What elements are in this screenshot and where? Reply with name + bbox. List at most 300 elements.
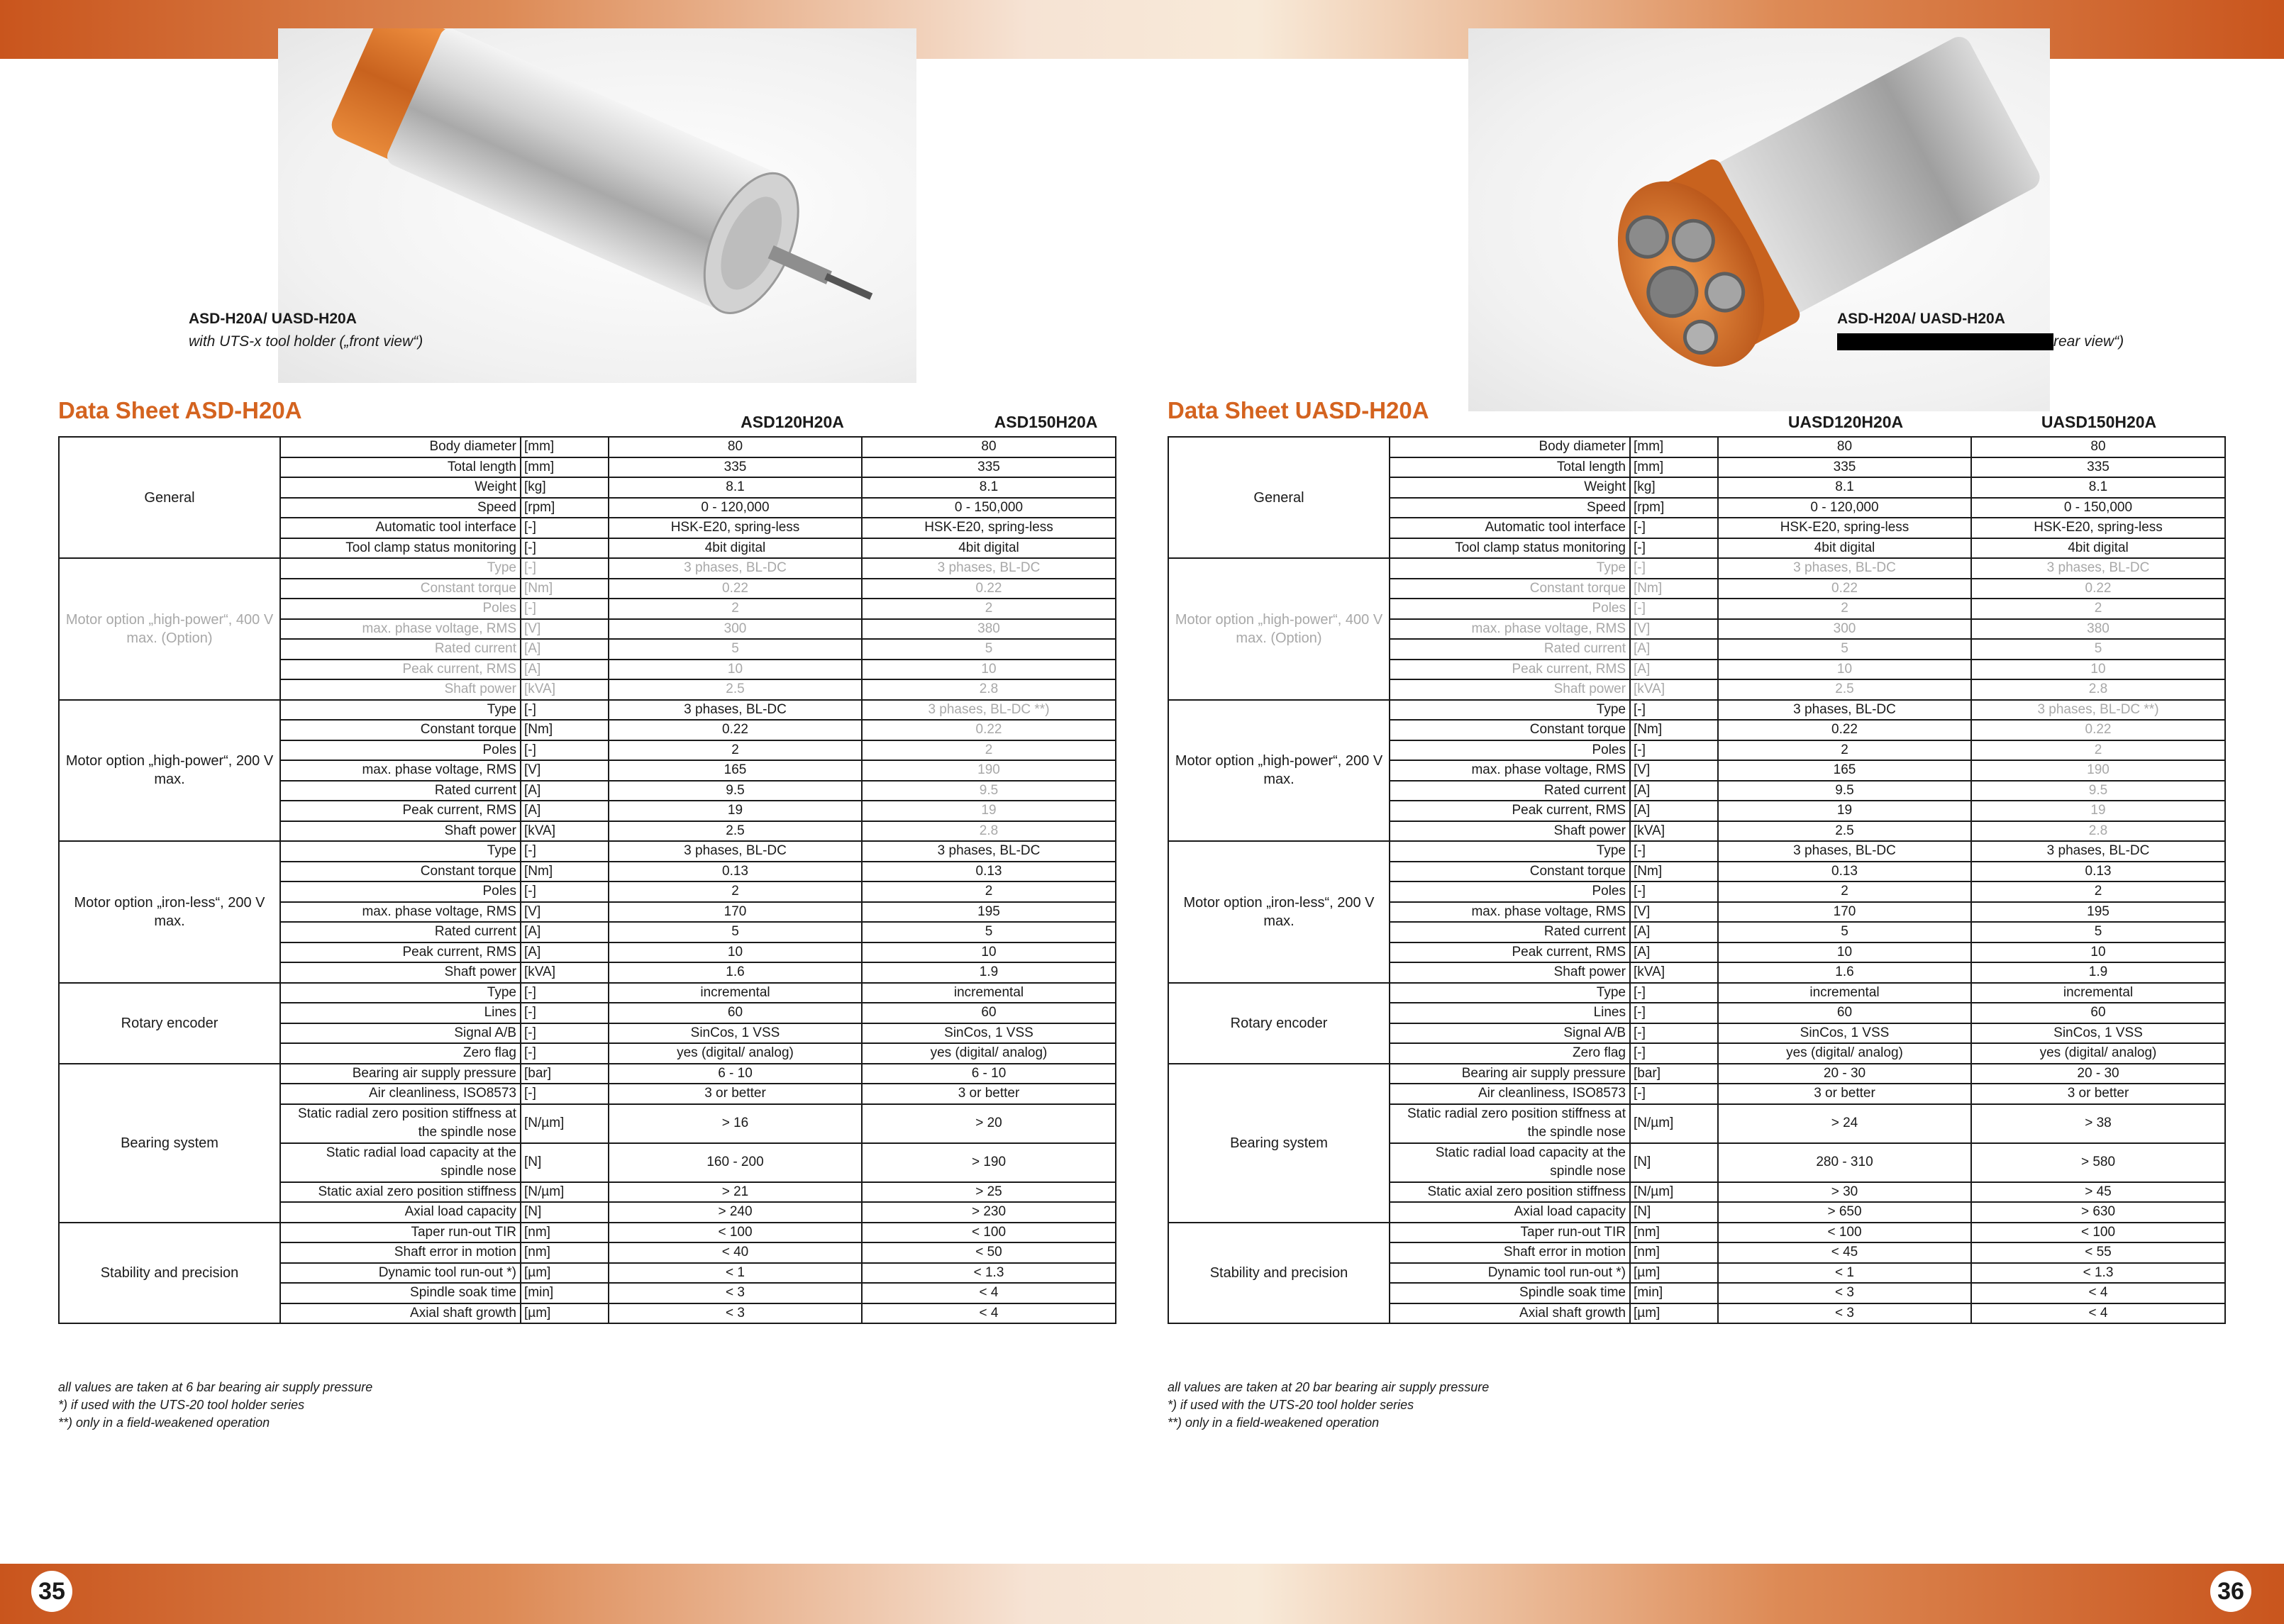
row-value: 3 phases, BL-DC [862, 558, 1116, 579]
row-label: Body diameter [280, 437, 521, 457]
row-unit: [V] [1630, 760, 1718, 781]
row-value: 3 phases, BL-DC [1971, 558, 2225, 579]
row-value: 3 phases, BL-DC **) [1971, 700, 2225, 721]
row-value: HSK-E20, spring-less [862, 518, 1116, 538]
row-unit: [-] [1630, 740, 1718, 761]
row-value: 2 [1971, 599, 2225, 619]
row-value: 10 [609, 942, 862, 963]
row-value: 2.8 [862, 679, 1116, 700]
row-value: 5 [1718, 639, 1971, 660]
row-value: < 100 [1718, 1223, 1971, 1243]
row-value: 0.22 [1971, 579, 2225, 599]
row-unit: [A] [1630, 639, 1718, 660]
row-label: max. phase voltage, RMS [1390, 619, 1630, 640]
row-label: Zero flag [1390, 1043, 1630, 1064]
footnote: *) if used with the UTS-20 tool holder series [1168, 1398, 1414, 1412]
row-value: 2.5 [609, 821, 862, 842]
row-value: 19 [609, 801, 862, 821]
row-value: 10 [1718, 660, 1971, 680]
row-value: 2.5 [609, 679, 862, 700]
row-label: Taper run-out TIR [280, 1223, 521, 1243]
row-unit: [-] [521, 538, 609, 559]
row-value: 2 [862, 740, 1116, 761]
row-label: Air cleanliness, ISO8573 [1390, 1084, 1630, 1104]
row-value: 2 [1718, 599, 1971, 619]
row-value: 19 [1718, 801, 1971, 821]
row-unit: [N/µm] [521, 1104, 609, 1143]
row-value: 300 [609, 619, 862, 640]
row-value: 0.22 [609, 579, 862, 599]
row-value: yes (digital/ analog) [862, 1043, 1116, 1064]
row-value: > 20 [862, 1104, 1116, 1143]
group-label: Motor option „iron-less“, 200 V max. [59, 841, 280, 983]
row-unit: [-] [521, 1043, 609, 1064]
row-unit: [min] [521, 1283, 609, 1303]
group-label: Stability and precision [1168, 1223, 1390, 1324]
row-value: 3 or better [609, 1084, 862, 1104]
row-unit: [A] [521, 942, 609, 963]
row-value: < 3 [1718, 1283, 1971, 1303]
row-unit: [A] [521, 781, 609, 801]
row-value: SinCos, 1 VSS [1718, 1023, 1971, 1044]
row-value: < 3 [1718, 1303, 1971, 1324]
row-value: 195 [862, 902, 1116, 923]
row-value: 5 [1718, 922, 1971, 942]
row-value: HSK-E20, spring-less [1718, 518, 1971, 538]
row-value: 6 - 10 [609, 1064, 862, 1084]
row-label: Shaft power [280, 821, 521, 842]
right-caption-subtitle: rear view“) [2053, 333, 2124, 350]
row-label: Type [280, 558, 521, 579]
row-value: 3 phases, BL-DC **) [862, 700, 1116, 721]
footnote: **) only in a field-weakened operation [58, 1416, 270, 1430]
column-header: ASD120H20A [741, 413, 844, 431]
row-label: Shaft power [280, 679, 521, 700]
group-label: Motor option „high-power“, 200 V max. [59, 700, 280, 842]
row-value: SinCos, 1 VSS [1971, 1023, 2225, 1044]
row-label: Type [280, 983, 521, 1003]
row-label: Poles [1390, 881, 1630, 902]
table-row [1168, 558, 2225, 579]
row-value: 60 [609, 1003, 862, 1023]
row-label: Speed [1390, 498, 1630, 518]
row-unit: [µm] [521, 1303, 609, 1324]
row-unit: [-] [1630, 599, 1718, 619]
table-row [59, 1064, 1116, 1084]
row-value: 2.8 [1971, 821, 2225, 842]
row-value: 1.6 [609, 962, 862, 983]
row-value: 3 phases, BL-DC [609, 841, 862, 862]
row-label: Shaft error in motion [1390, 1242, 1630, 1263]
row-value: 3 phases, BL-DC [609, 558, 862, 579]
row-value: HSK-E20, spring-less [1971, 518, 2225, 538]
table-row [1168, 983, 2225, 1003]
row-value: 335 [1718, 457, 1971, 478]
row-label: Shaft error in motion [280, 1242, 521, 1263]
row-value: 9.5 [1718, 781, 1971, 801]
left-photo-caption [189, 308, 423, 353]
row-value: 170 [1718, 902, 1971, 923]
row-unit: [Nm] [1630, 862, 1718, 882]
row-label: Shaft power [280, 962, 521, 983]
row-value: < 55 [1971, 1242, 2225, 1263]
row-label: Type [1390, 983, 1630, 1003]
row-label: Automatic tool interface [280, 518, 521, 538]
row-value: 8.1 [1971, 477, 2225, 498]
group-label: Motor option „high-power“, 400 V max. (Option) [1168, 558, 1390, 700]
sheet-title: Data Sheet ASD-H20A [58, 397, 302, 423]
page-number-left: 35 [31, 1571, 72, 1612]
row-value: 2 [1718, 740, 1971, 761]
row-label: max. phase voltage, RMS [280, 760, 521, 781]
row-label: Axial load capacity [280, 1202, 521, 1223]
row-label: Bearing air supply pressure [1390, 1064, 1630, 1084]
row-value: 2 [1971, 881, 2225, 902]
row-value: 3 phases, BL-DC [1718, 558, 1971, 579]
row-value: 2 [862, 881, 1116, 902]
row-value: incremental [1971, 983, 2225, 1003]
row-value: 3 or better [1971, 1084, 2225, 1104]
row-unit: [kVA] [521, 821, 609, 842]
row-unit: [-] [1630, 1023, 1718, 1044]
row-value: 335 [609, 457, 862, 478]
spec-table [1168, 436, 2226, 1324]
group-label: Bearing system [59, 1064, 280, 1223]
row-value: 2 [609, 740, 862, 761]
row-unit: [A] [521, 660, 609, 680]
row-label: Peak current, RMS [1390, 801, 1630, 821]
row-value: 10 [862, 942, 1116, 963]
row-label: Peak current, RMS [280, 801, 521, 821]
row-value: 19 [862, 801, 1116, 821]
row-value: 2.8 [862, 821, 1116, 842]
row-unit: [Nm] [521, 579, 609, 599]
row-value: 60 [1971, 1003, 2225, 1023]
row-unit: [N/µm] [1630, 1182, 1718, 1203]
row-unit: [V] [521, 760, 609, 781]
row-label: Rated current [280, 922, 521, 942]
row-value: > 16 [609, 1104, 862, 1143]
row-unit: [mm] [521, 437, 609, 457]
footnote: all values are taken at 6 bar bearing air supply pressure [58, 1380, 373, 1394]
row-unit: [min] [1630, 1283, 1718, 1303]
row-value: > 30 [1718, 1182, 1971, 1203]
row-value: 335 [862, 457, 1116, 478]
row-value: 1.9 [1971, 962, 2225, 983]
row-unit: [A] [1630, 801, 1718, 821]
row-value: 80 [1971, 437, 2225, 457]
row-value: 4bit digital [1718, 538, 1971, 559]
row-unit: [nm] [1630, 1242, 1718, 1263]
column-header: ASD150H20A [994, 413, 1098, 431]
spindle-rear-photo [1468, 28, 2050, 411]
row-label: Type [280, 700, 521, 721]
row-value: 3 phases, BL-DC [1718, 700, 1971, 721]
row-unit: [nm] [521, 1223, 609, 1243]
row-value: 9.5 [609, 781, 862, 801]
row-value: < 100 [862, 1223, 1116, 1243]
row-label: Poles [1390, 599, 1630, 619]
row-unit: [kVA] [1630, 679, 1718, 700]
table-row [59, 700, 1116, 721]
row-label: Rated current [1390, 922, 1630, 942]
row-value: 195 [1971, 902, 2225, 923]
row-label: Static radial load capacity at the spindle nose [1390, 1143, 1630, 1182]
row-value: 0 - 120,000 [609, 498, 862, 518]
row-value: 0.22 [1718, 579, 1971, 599]
row-unit: [µm] [1630, 1303, 1718, 1324]
row-unit: [Nm] [1630, 720, 1718, 740]
row-unit: [-] [521, 1023, 609, 1044]
row-label: Poles [280, 740, 521, 761]
row-value: < 45 [1718, 1242, 1971, 1263]
row-unit: [-] [521, 740, 609, 761]
row-label: Tool clamp status monitoring [280, 538, 521, 559]
row-label: Constant torque [280, 579, 521, 599]
row-value: 3 or better [1718, 1084, 1971, 1104]
row-value: > 38 [1971, 1104, 2225, 1143]
footnote: **) only in a field-weakened operation [1168, 1416, 1380, 1430]
table-row [1168, 841, 2225, 862]
row-unit: [A] [521, 639, 609, 660]
row-value: 4bit digital [1971, 538, 2225, 559]
row-label: Rated current [1390, 781, 1630, 801]
row-label: Lines [1390, 1003, 1630, 1023]
row-value: 5 [862, 639, 1116, 660]
row-value: 0 - 120,000 [1718, 498, 1971, 518]
row-value: 10 [1971, 660, 2225, 680]
row-value: > 190 [862, 1143, 1116, 1182]
row-label: Static axial zero position stiffness [1390, 1182, 1630, 1203]
row-value: 10 [862, 660, 1116, 680]
row-unit: [kg] [521, 477, 609, 498]
row-value: 80 [1718, 437, 1971, 457]
row-value: < 1 [1718, 1263, 1971, 1284]
row-value: 2 [1718, 881, 1971, 902]
row-label: Axial shaft growth [280, 1303, 521, 1324]
row-value: 190 [1971, 760, 2225, 781]
row-label: Constant torque [1390, 579, 1630, 599]
table-row [1168, 700, 2225, 721]
row-value: 0.13 [862, 862, 1116, 882]
row-value: yes (digital/ analog) [609, 1043, 862, 1064]
row-label: Poles [280, 881, 521, 902]
row-value: 4bit digital [609, 538, 862, 559]
row-value: < 1 [609, 1263, 862, 1284]
row-value: < 1.3 [862, 1263, 1116, 1284]
table-row [59, 558, 1116, 579]
footnote: all values are taken at 20 bar bearing air supply pressure [1168, 1380, 1490, 1394]
row-value: > 24 [1718, 1104, 1971, 1143]
row-value: 0.13 [1718, 862, 1971, 882]
group-label: Rotary encoder [59, 983, 280, 1064]
table-row [59, 437, 1116, 457]
row-label: Lines [280, 1003, 521, 1023]
row-value: 5 [862, 922, 1116, 942]
row-value: > 21 [609, 1182, 862, 1203]
row-value: 60 [862, 1003, 1116, 1023]
row-unit: [N] [521, 1143, 609, 1182]
row-unit: [-] [1630, 1003, 1718, 1023]
row-unit: [-] [1630, 558, 1718, 579]
group-label: Motor option „iron-less“, 200 V max. [1168, 841, 1390, 983]
row-label: max. phase voltage, RMS [1390, 902, 1630, 923]
row-label: max. phase voltage, RMS [1390, 760, 1630, 781]
row-unit: [nm] [1630, 1223, 1718, 1243]
row-value: 80 [862, 437, 1116, 457]
row-unit: [-] [521, 700, 609, 721]
row-label: Constant torque [280, 720, 521, 740]
row-value: 3 phases, BL-DC [609, 700, 862, 721]
row-value: 2.5 [1718, 679, 1971, 700]
row-value: 335 [1971, 457, 2225, 478]
row-unit: [-] [1630, 538, 1718, 559]
row-unit: [-] [1630, 518, 1718, 538]
row-unit: [A] [521, 922, 609, 942]
row-value: 3 phases, BL-DC [1718, 841, 1971, 862]
row-unit: [-] [521, 881, 609, 902]
row-value: > 45 [1971, 1182, 2225, 1203]
row-label: Signal A/B [1390, 1023, 1630, 1044]
row-value: 1.6 [1718, 962, 1971, 983]
row-value: incremental [862, 983, 1116, 1003]
row-label: Peak current, RMS [280, 660, 521, 680]
row-unit: [bar] [1630, 1064, 1718, 1084]
row-label: Shaft power [1390, 679, 1630, 700]
row-unit: [kVA] [521, 679, 609, 700]
row-value: 165 [609, 760, 862, 781]
row-unit: [µm] [1630, 1263, 1718, 1284]
row-unit: [-] [1630, 881, 1718, 902]
row-unit: [-] [521, 558, 609, 579]
row-value: 2 [1971, 740, 2225, 761]
row-label: Poles [1390, 740, 1630, 761]
row-unit: [V] [1630, 619, 1718, 640]
row-value: > 650 [1718, 1202, 1971, 1223]
spec-table [58, 436, 1116, 1324]
row-value: < 40 [609, 1242, 862, 1263]
row-value: 2 [609, 599, 862, 619]
row-label: Poles [280, 599, 521, 619]
row-value: 80 [609, 437, 862, 457]
row-unit: [-] [521, 518, 609, 538]
row-value: 2 [862, 599, 1116, 619]
row-value: HSK-E20, spring-less [609, 518, 862, 538]
row-value: 10 [1971, 942, 2225, 963]
row-label: Taper run-out TIR [1390, 1223, 1630, 1243]
row-unit: [N] [1630, 1143, 1718, 1182]
row-label: Constant torque [280, 862, 521, 882]
row-label: Zero flag [280, 1043, 521, 1064]
row-value: > 240 [609, 1202, 862, 1223]
row-label: Axial shaft growth [1390, 1303, 1630, 1324]
row-value: 3 phases, BL-DC [862, 841, 1116, 862]
row-unit: [N] [1630, 1202, 1718, 1223]
row-value: yes (digital/ analog) [1971, 1043, 2225, 1064]
row-unit: [mm] [1630, 457, 1718, 478]
row-unit: [bar] [521, 1064, 609, 1084]
row-unit: [kg] [1630, 477, 1718, 498]
row-label: Bearing air supply pressure [280, 1064, 521, 1084]
row-label: Rated current [1390, 639, 1630, 660]
row-value: SinCos, 1 VSS [609, 1023, 862, 1044]
row-value: SinCos, 1 VSS [862, 1023, 1116, 1044]
row-label: Static radial zero position stiffness at the spindle nose [1390, 1104, 1630, 1143]
row-value: 60 [1718, 1003, 1971, 1023]
row-unit: [-] [521, 1003, 609, 1023]
row-value: 5 [1971, 639, 2225, 660]
row-value: 5 [609, 639, 862, 660]
row-unit: [A] [521, 801, 609, 821]
row-value: < 1.3 [1971, 1263, 2225, 1284]
row-unit: [µm] [521, 1263, 609, 1284]
row-label: Peak current, RMS [1390, 942, 1630, 963]
row-value: 0.22 [1718, 720, 1971, 740]
row-value: 9.5 [862, 781, 1116, 801]
row-unit: [mm] [1630, 437, 1718, 457]
table-row [59, 983, 1116, 1003]
row-unit: [-] [521, 841, 609, 862]
row-value: 0.22 [862, 720, 1116, 740]
left-caption-subtitle: with UTS-x tool holder („front view“) [189, 333, 423, 350]
row-value: 380 [862, 619, 1116, 640]
group-label: Motor option „high-power“, 400 V max. (Option) [59, 558, 280, 700]
right-caption-title: ASD-H20A/ UASD-H20A [1837, 311, 2005, 327]
row-value: < 50 [862, 1242, 1116, 1263]
row-label: Rated current [280, 639, 521, 660]
row-value: 0 - 150,000 [862, 498, 1116, 518]
row-label: Peak current, RMS [280, 942, 521, 963]
row-value: 190 [862, 760, 1116, 781]
row-value: 10 [609, 660, 862, 680]
group-label: Motor option „high-power“, 200 V max. [1168, 700, 1390, 842]
row-value: > 630 [1971, 1202, 2225, 1223]
row-unit: [-] [521, 1084, 609, 1104]
row-value: < 4 [1971, 1283, 2225, 1303]
row-unit: [kVA] [1630, 962, 1718, 983]
row-unit: [A] [1630, 942, 1718, 963]
right-photo-caption [1837, 308, 2124, 353]
row-value: 380 [1971, 619, 2225, 640]
row-value: 0.13 [609, 862, 862, 882]
row-value: 8.1 [609, 477, 862, 498]
row-value: < 4 [862, 1303, 1116, 1324]
row-value: < 100 [609, 1223, 862, 1243]
row-value: > 230 [862, 1202, 1116, 1223]
row-label: Signal A/B [280, 1023, 521, 1044]
row-label: Peak current, RMS [1390, 660, 1630, 680]
row-label: Weight [280, 477, 521, 498]
row-label: Total length [1390, 457, 1630, 478]
row-value: 20 - 30 [1971, 1064, 2225, 1084]
table-row [59, 841, 1116, 862]
row-label: Automatic tool interface [1390, 518, 1630, 538]
row-unit: [rpm] [521, 498, 609, 518]
row-unit: [A] [1630, 922, 1718, 942]
row-value: < 3 [609, 1283, 862, 1303]
column-header: UASD150H20A [2041, 413, 2157, 431]
row-label: Static axial zero position stiffness [280, 1182, 521, 1203]
row-value: 0.22 [609, 720, 862, 740]
row-value: 0.13 [1971, 862, 2225, 882]
row-unit: [N] [521, 1202, 609, 1223]
row-value: 1.9 [862, 962, 1116, 983]
group-label: General [59, 437, 280, 558]
left-caption-title: ASD-H20A/ UASD-H20A [189, 311, 357, 327]
row-value: yes (digital/ analog) [1718, 1043, 1971, 1064]
row-value: 3 or better [862, 1084, 1116, 1104]
row-label: Body diameter [1390, 437, 1630, 457]
